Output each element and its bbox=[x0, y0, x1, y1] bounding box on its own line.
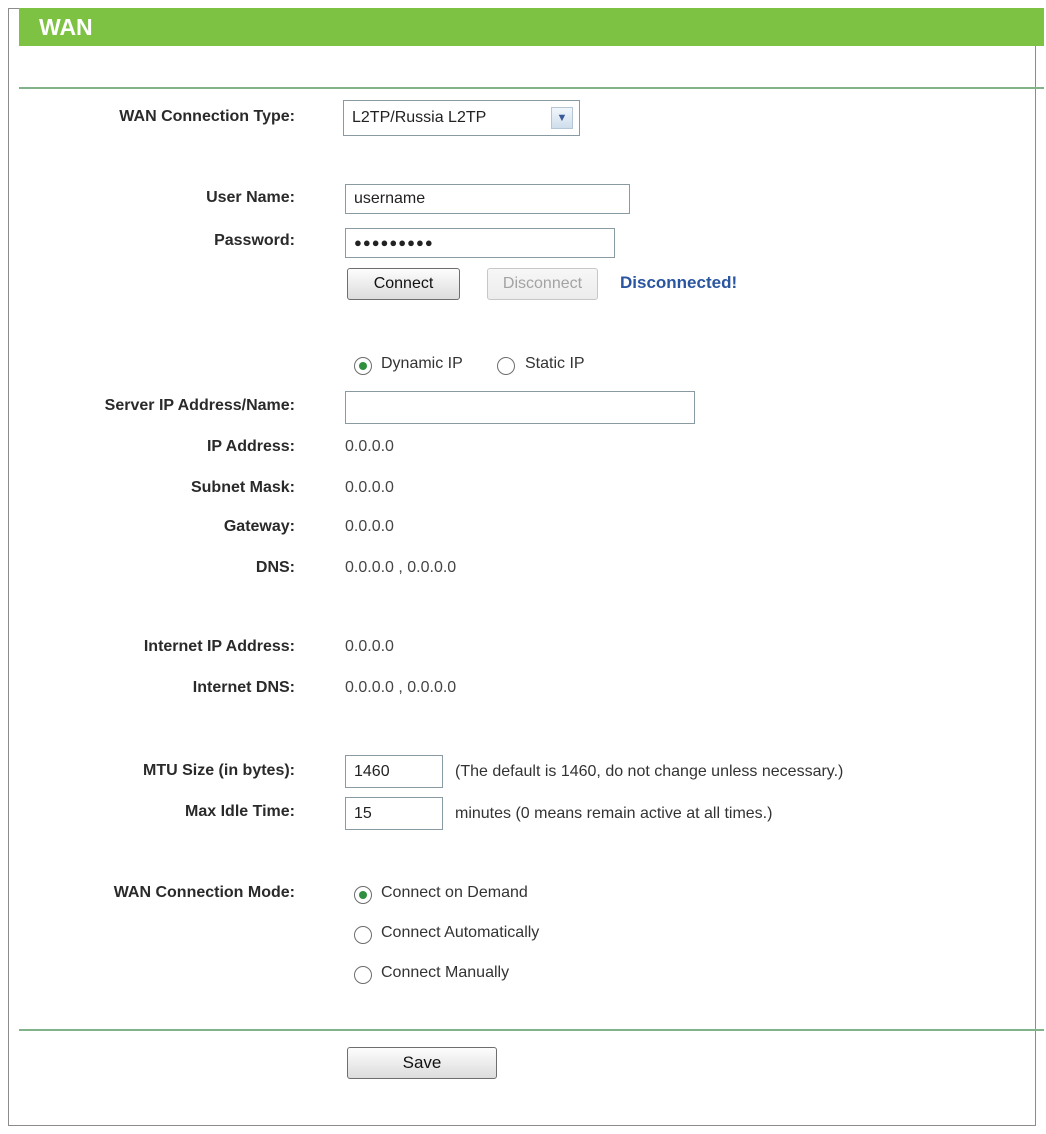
connection-type-label: WAN Connection Type: bbox=[119, 108, 295, 125]
internet-dns-value: 0.0.0.0 , 0.0.0.0 bbox=[345, 679, 457, 696]
connection-type-select[interactable] bbox=[343, 100, 580, 136]
connect-on-demand-label[interactable]: Connect on Demand bbox=[381, 884, 528, 901]
bottom-divider bbox=[19, 1029, 1044, 1031]
idle-time-note: minutes (0 means remain active at all times.) bbox=[455, 805, 773, 822]
idle-time-input[interactable] bbox=[345, 797, 443, 830]
connection-status: Disconnected! bbox=[620, 273, 738, 292]
ip-address-label: IP Address: bbox=[206, 438, 295, 455]
static-ip-label[interactable]: Static IP bbox=[525, 355, 585, 372]
dns-value: 0.0.0.0 , 0.0.0.0 bbox=[345, 559, 457, 576]
internet-dns-label: Internet DNS: bbox=[192, 679, 295, 696]
mtu-note: (The default is 1460, do not change unless necessary.) bbox=[455, 763, 844, 780]
idle-time-label: Max Idle Time: bbox=[185, 803, 295, 820]
dns-label: DNS: bbox=[255, 559, 295, 576]
dynamic-ip-radio[interactable] bbox=[354, 357, 372, 375]
connect-manually-label[interactable]: Connect Manually bbox=[381, 964, 510, 981]
connection-type-value: L2TP/Russia L2TP bbox=[352, 109, 487, 126]
password-input[interactable]: ●●●●●●●●● bbox=[345, 228, 615, 258]
save-button[interactable]: Save bbox=[347, 1047, 497, 1079]
page-title: WAN bbox=[39, 14, 93, 40]
internet-ip-value: 0.0.0.0 bbox=[345, 638, 394, 655]
top-divider bbox=[19, 87, 1044, 89]
static-ip-radio[interactable] bbox=[497, 357, 515, 375]
connect-automatically-label[interactable]: Connect Automatically bbox=[381, 924, 540, 941]
gateway-label: Gateway: bbox=[223, 518, 295, 535]
mtu-input[interactable] bbox=[345, 755, 443, 788]
connect-on-demand-radio[interactable] bbox=[354, 886, 372, 904]
dynamic-ip-label[interactable]: Dynamic IP bbox=[381, 355, 463, 372]
page-frame bbox=[8, 8, 1036, 1126]
disconnect-button[interactable]: Disconnect bbox=[487, 268, 598, 300]
connection-mode-label: WAN Connection Mode: bbox=[113, 884, 295, 901]
username-input[interactable] bbox=[345, 184, 630, 214]
internet-ip-label: Internet IP Address: bbox=[143, 638, 295, 655]
connect-button[interactable]: Connect bbox=[347, 268, 460, 300]
password-label: Password: bbox=[214, 232, 295, 249]
mtu-label: MTU Size (in bytes): bbox=[142, 762, 295, 779]
username-label: User Name: bbox=[206, 189, 295, 206]
subnet-mask-value: 0.0.0.0 bbox=[345, 479, 394, 496]
subnet-mask-label: Subnet Mask: bbox=[190, 479, 295, 496]
ip-address-value: 0.0.0.0 bbox=[345, 438, 394, 455]
connect-automatically-radio[interactable] bbox=[354, 926, 372, 944]
chevron-down-icon[interactable]: ▼ bbox=[551, 107, 573, 129]
gateway-value: 0.0.0.0 bbox=[345, 518, 394, 535]
server-input[interactable] bbox=[345, 391, 695, 424]
page-header bbox=[19, 8, 1044, 46]
server-label: Server IP Address/Name: bbox=[104, 397, 295, 414]
connect-manually-radio[interactable] bbox=[354, 966, 372, 984]
